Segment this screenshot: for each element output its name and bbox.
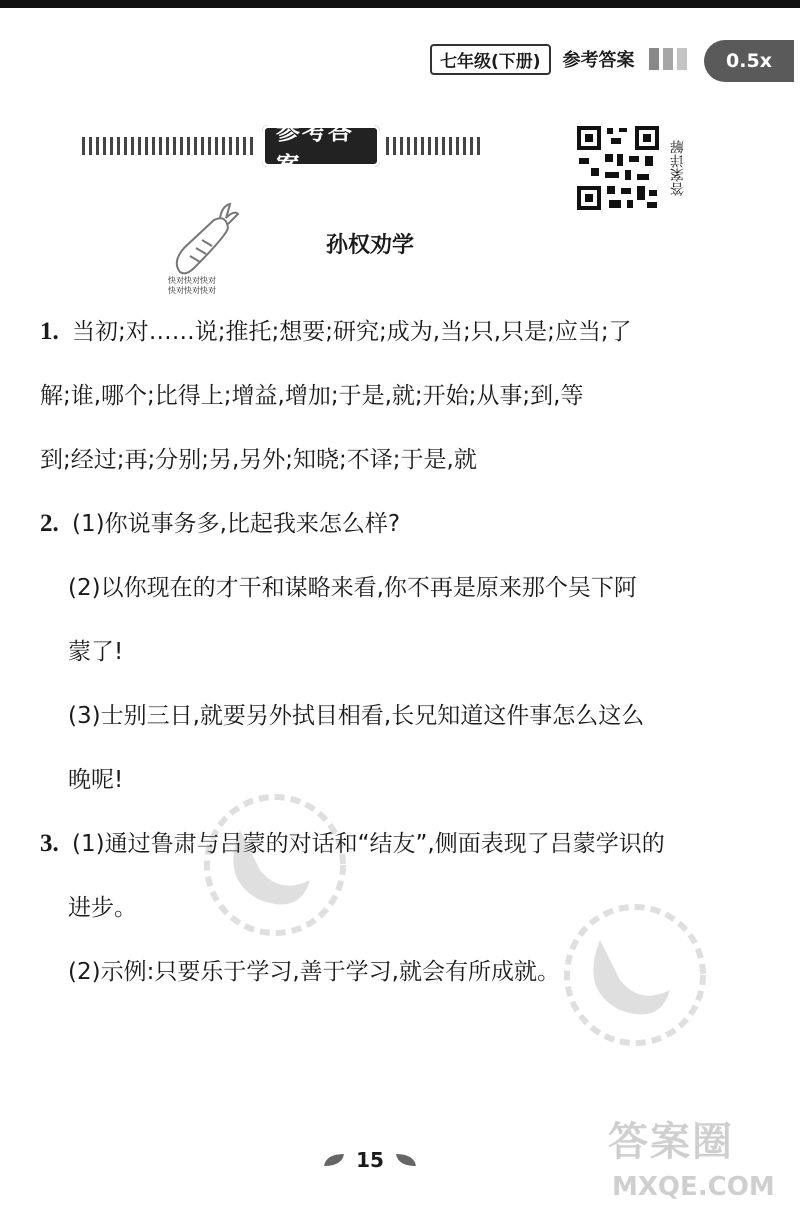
header-decoration [649,48,687,70]
carrot-note [168,276,232,296]
answer-banner [82,117,482,180]
answer-line: (3)士别三日,就要另外拭目相看,长兄知道这件事怎么这么 [68,703,645,729]
question-1 [40,300,720,492]
qr-code-icon[interactable] [575,124,661,212]
speed-button[interactable]: 0.5x [704,40,794,82]
page-number: 15 [356,1148,384,1172]
leaf-icon [394,1152,418,1168]
answer-line: 蒙了! [68,639,124,665]
answer-line: 晚呢! [68,767,124,793]
site-watermark: 答案圈 [608,1119,734,1165]
grade-label: 七年级(下册) [430,44,551,75]
question-number: 2. [40,510,59,537]
answer-list [40,300,720,1004]
top-border [0,0,800,8]
banner-stripes-right [386,137,482,155]
answer-line: (1)通过鲁肃与吕蒙的对话和“结友”,侧面表现了吕蒙学识的 [72,831,665,857]
answer-line: (1)你说事务多,比起我来怎么样? [72,511,401,537]
stamp-watermark-icon [200,790,350,940]
answer-line: 进步。 [68,895,137,921]
carrot-note-line: 快对快对快对 [168,276,216,285]
banner-title: 参考答案 [262,125,380,167]
question-number: 3. [40,830,59,857]
section-title: 孙权劝学 [325,233,414,258]
question-number: 1. [40,318,59,345]
answer-line: 当初;对……说;推托;想要;研究;成为,当;只,只是;应当;了 [72,319,632,345]
stamp-watermark-icon [560,900,710,1050]
qr-caption: 答案详解 [670,140,686,196]
answer-line: 到;经过;再;分别;另,另外;知晓;不译;于是,就 [40,447,477,473]
leaf-icon [322,1152,346,1168]
header-title: 参考答案 [562,50,635,71]
answer-line: (2)以你现在的才干和谋略来看,你不再是原来那个吴下阿 [68,575,637,601]
page-header [430,44,687,74]
answer-line: (2)示例:只要乐于学习,善于学习,就会有所成就。 [68,959,560,985]
question-2 [40,492,720,812]
site-url-watermark: MXQE.COM [612,1172,775,1202]
carrot-note-line: 快对快对快对 [168,286,216,295]
banner-stripes-left [82,137,256,155]
answer-line: 解;谁,哪个;比得上;增益,增加;于是,就;开始;从事;到,等 [40,383,584,409]
